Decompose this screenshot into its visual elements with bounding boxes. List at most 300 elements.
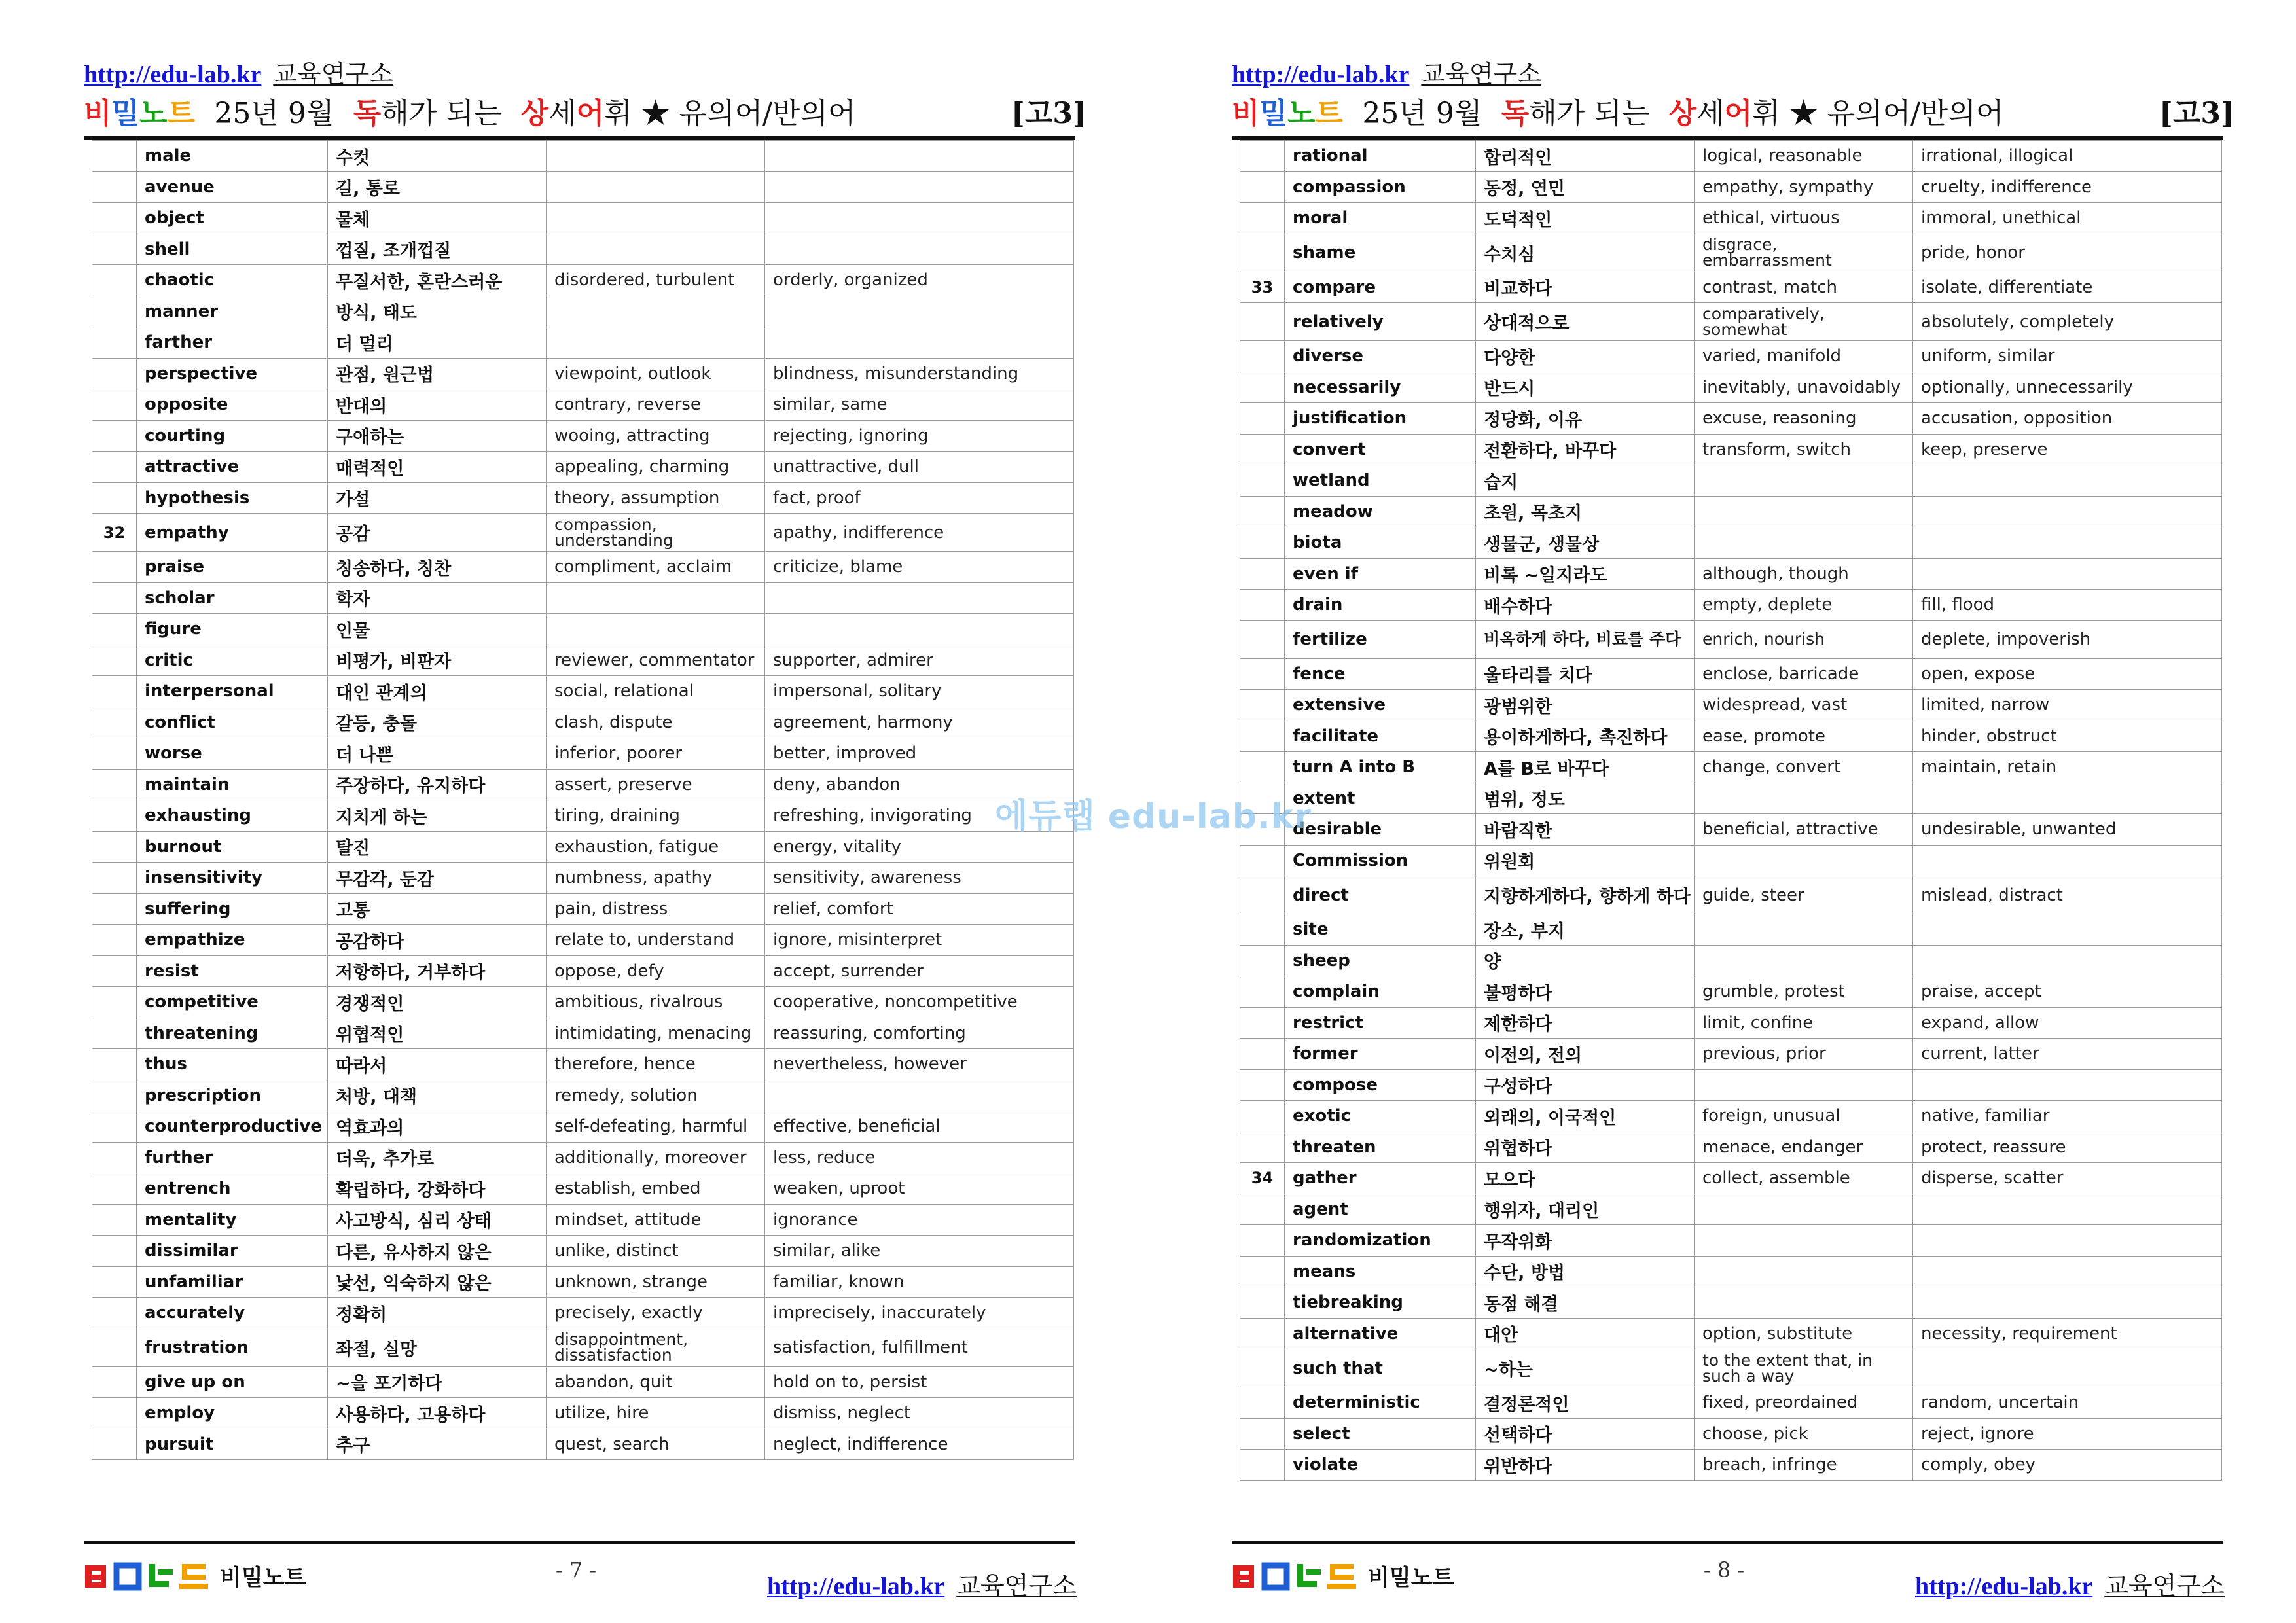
korean-meaning: 불평하다: [1476, 976, 1695, 1008]
antonyms-cell: [1913, 1225, 2222, 1257]
english-word: insensitivity: [137, 863, 328, 894]
english-word: thus: [137, 1049, 328, 1080]
synonyms-cell: disgrace, embarrassment: [1695, 234, 1913, 272]
korean-meaning: ~하는: [1476, 1349, 1695, 1387]
row-number: [92, 296, 137, 327]
antonyms-cell: cooperative, noncompetitive: [765, 987, 1074, 1018]
synonyms-cell: [547, 141, 765, 172]
header-grade: [고3]: [1011, 97, 1086, 130]
table-row: [92, 676, 1074, 707]
row-number: [92, 738, 137, 770]
antonyms-cell: reject, ignore: [1913, 1418, 2222, 1450]
table-row: [92, 552, 1074, 583]
table-row: [1240, 721, 2222, 752]
english-word: relatively: [1285, 303, 1476, 341]
english-word: gather: [1285, 1163, 1476, 1194]
antonyms-cell: ignore, misinterpret: [765, 925, 1074, 956]
table-row: [92, 1111, 1074, 1143]
table-row: [1240, 752, 2222, 783]
header-url-line: [84, 58, 393, 90]
korean-meaning: 칭송하다, 칭찬: [328, 552, 547, 583]
synonyms-cell: tiring, draining: [547, 800, 765, 832]
english-word: extensive: [1285, 690, 1476, 721]
row-number: [1240, 1418, 1285, 1450]
row-number: [92, 358, 137, 389]
title-red-3: 어: [576, 97, 605, 130]
row-number: [92, 552, 137, 583]
antonyms-cell: limited, narrow: [1913, 690, 2222, 721]
korean-meaning: 더 멀리: [328, 327, 547, 359]
row-number: [1240, 1007, 1285, 1039]
korean-meaning: 정당화, 이유: [1476, 403, 1695, 435]
antonyms-cell: mislead, distract: [1913, 876, 2222, 914]
english-word: necessarily: [1285, 372, 1476, 403]
english-word: exotic: [1285, 1101, 1476, 1132]
korean-meaning: 이전의, 전의: [1476, 1039, 1695, 1070]
synonyms-cell: varied, manifold: [1695, 341, 1913, 372]
synonyms-cell: [1695, 914, 1913, 946]
table-row: [92, 1266, 1074, 1298]
antonyms-cell: neglect, indifference: [765, 1429, 1074, 1460]
antonyms-cell: sensitivity, awareness: [765, 863, 1074, 894]
row-number: [1240, 914, 1285, 946]
synonyms-cell: [1695, 1069, 1913, 1101]
antonyms-cell: irrational, illogical: [1913, 141, 2222, 172]
table-row: [92, 800, 1074, 832]
synonyms-cell: [1695, 845, 1913, 876]
row-number: [92, 171, 137, 203]
english-word: fence: [1285, 658, 1476, 690]
korean-meaning: 경쟁적인: [328, 987, 547, 1018]
english-word: threaten: [1285, 1132, 1476, 1163]
english-word: shame: [1285, 234, 1476, 272]
table-row: [92, 1018, 1074, 1049]
korean-meaning: 양: [1476, 945, 1695, 976]
row-number: [1240, 171, 1285, 203]
row-number: [1240, 1225, 1285, 1257]
table-row: [1240, 1039, 2222, 1070]
synonyms-cell: [547, 327, 765, 359]
row-number: [1240, 434, 1285, 465]
english-word: convert: [1285, 434, 1476, 465]
table-row: [1240, 171, 2222, 203]
footer-url-line: [1915, 1565, 2225, 1598]
korean-meaning: 대안: [1476, 1318, 1695, 1349]
title-red-2: 상: [520, 97, 549, 130]
korean-meaning: 지치게 하는: [328, 800, 547, 832]
antonyms-cell: agreement, harmony: [765, 707, 1074, 738]
english-word: diverse: [1285, 341, 1476, 372]
synonyms-cell: clash, dispute: [547, 707, 765, 738]
english-word: avenue: [137, 171, 328, 203]
table-row: [1240, 1163, 2222, 1194]
english-word: direct: [1285, 876, 1476, 914]
english-word: select: [1285, 1418, 1476, 1450]
row-number: [92, 1142, 137, 1173]
synonyms-cell: empty, deplete: [1695, 590, 1913, 621]
title-part-3: 세: [1696, 97, 1725, 130]
synonyms-cell: contrast, match: [1695, 272, 1913, 303]
table-row: [1240, 814, 2222, 846]
table-row: [92, 1429, 1074, 1460]
row-number: [92, 676, 137, 707]
table-row: [92, 1236, 1074, 1267]
synonyms-cell: to the extent that, in such a way: [1695, 1349, 1913, 1387]
table-row: [92, 514, 1074, 552]
english-word: randomization: [1285, 1225, 1476, 1257]
english-word: resist: [137, 955, 328, 987]
row-number: [1240, 1132, 1285, 1163]
korean-meaning: 바람직한: [1476, 814, 1695, 846]
synonyms-cell: inevitably, unavoidably: [1695, 372, 1913, 403]
table-row: [92, 1142, 1074, 1173]
english-word: exhausting: [137, 800, 328, 832]
synonyms-cell: [1695, 1194, 1913, 1225]
table-row: [92, 987, 1074, 1018]
korean-meaning: 위반하다: [1476, 1450, 1695, 1481]
korean-meaning: 저항하다, 거부하다: [328, 955, 547, 987]
english-word: compassion: [1285, 171, 1476, 203]
korean-meaning: 매력적인: [328, 452, 547, 483]
table-row: [92, 955, 1074, 987]
korean-meaning: 선택하다: [1476, 1418, 1695, 1450]
header-org: 교육연구소: [1421, 60, 1541, 88]
row-number: [92, 831, 137, 863]
english-word: give up on: [137, 1366, 328, 1398]
row-number: [1240, 372, 1285, 403]
english-word: competitive: [137, 987, 328, 1018]
korean-meaning: 사고방식, 심리 상태: [328, 1204, 547, 1236]
table-row: [92, 482, 1074, 514]
row-number: [1240, 465, 1285, 497]
antonyms-cell: keep, preserve: [1913, 434, 2222, 465]
korean-meaning: 공감: [328, 514, 547, 552]
antonyms-cell: [1913, 1069, 2222, 1101]
synonyms-cell: reviewer, commentator: [547, 645, 765, 676]
korean-meaning: 수단, 방법: [1476, 1256, 1695, 1287]
bimilnote-logo: [1232, 1556, 1467, 1596]
antonyms-cell: isolate, differentiate: [1913, 272, 2222, 303]
table-row: [1240, 141, 2222, 172]
table-row: [92, 614, 1074, 645]
title-red-1: 독: [353, 97, 382, 130]
korean-meaning: 광범위한: [1476, 690, 1695, 721]
synonyms-cell: foreign, unusual: [1695, 1101, 1913, 1132]
korean-meaning: 좌절, 실망: [328, 1329, 547, 1366]
table-row: [92, 645, 1074, 676]
english-word: suffering: [137, 893, 328, 925]
english-word: unfamiliar: [137, 1266, 328, 1298]
antonyms-cell: [765, 141, 1074, 172]
synonyms-cell: additionally, moreover: [547, 1142, 765, 1173]
english-word: counterproductive: [137, 1111, 328, 1143]
synonyms-cell: assert, preserve: [547, 769, 765, 800]
antonyms-cell: impersonal, solitary: [765, 676, 1074, 707]
korean-meaning: 갈등, 충돌: [328, 707, 547, 738]
korean-meaning: 낯선, 익숙하지 않은: [328, 1266, 547, 1298]
table-row: [1240, 341, 2222, 372]
row-number: [1240, 690, 1285, 721]
brand-char-1: 비: [84, 97, 112, 130]
title-part-4: 휘 ★ 유의어/반의어: [604, 97, 856, 130]
synonyms-cell: [1695, 783, 1913, 814]
footer-url-link[interactable]: http://edu-lab.kr: [767, 1573, 945, 1600]
synonyms-cell: previous, prior: [1695, 1039, 1913, 1070]
antonyms-cell: [1913, 783, 2222, 814]
row-number: [1240, 845, 1285, 876]
table-row: [92, 358, 1074, 389]
title-part-1: 25년 9월: [214, 97, 334, 130]
synonyms-cell: breach, infringe: [1695, 1450, 1913, 1481]
antonyms-cell: refreshing, invigorating: [765, 800, 1074, 832]
korean-meaning: 동점 해결: [1476, 1287, 1695, 1319]
antonyms-cell: nevertheless, however: [765, 1049, 1074, 1080]
table-row: [1240, 590, 2222, 621]
header-url-link[interactable]: http://edu-lab.kr: [84, 61, 262, 88]
english-word: sheep: [1285, 945, 1476, 976]
row-number: [92, 1111, 137, 1143]
synonyms-cell: ambitious, rivalrous: [547, 987, 765, 1018]
antonyms-cell: [765, 614, 1074, 645]
synonyms-cell: viewpoint, outlook: [547, 358, 765, 389]
korean-meaning: 전환하다, 바꾸다: [1476, 434, 1695, 465]
synonyms-cell: menace, endanger: [1695, 1132, 1913, 1163]
synonyms-cell: excuse, reasoning: [1695, 403, 1913, 435]
synonyms-cell: exhaustion, fatigue: [547, 831, 765, 863]
synonyms-cell: [1695, 527, 1913, 559]
synonyms-cell: collect, assemble: [1695, 1163, 1913, 1194]
antonyms-cell: [765, 234, 1074, 265]
table-row: [92, 389, 1074, 421]
title-part-2: 해가 되는: [381, 97, 502, 130]
korean-meaning: 장소, 부지: [1476, 914, 1695, 946]
antonyms-cell: comply, obey: [1913, 1450, 2222, 1481]
row-number: [92, 1018, 137, 1049]
row-number: [1240, 590, 1285, 621]
table-row: [92, 327, 1074, 359]
synonyms-cell: grumble, protest: [1695, 976, 1913, 1008]
antonyms-cell: [1913, 1194, 2222, 1225]
antonyms-cell: accept, surrender: [765, 955, 1074, 987]
english-word: maintain: [137, 769, 328, 800]
row-number: 32: [92, 514, 137, 552]
antonyms-cell: [1913, 558, 2222, 590]
footer-divider: [1232, 1541, 2223, 1544]
antonyms-cell: [1913, 1349, 2222, 1387]
english-word: alternative: [1285, 1318, 1476, 1349]
english-word: prescription: [137, 1080, 328, 1111]
english-word: empathize: [137, 925, 328, 956]
antonyms-cell: supporter, admirer: [765, 645, 1074, 676]
english-word: burnout: [137, 831, 328, 863]
synonyms-cell: limit, confine: [1695, 1007, 1913, 1039]
english-word: turn A into B: [1285, 752, 1476, 783]
antonyms-cell: rejecting, ignoring: [765, 420, 1074, 452]
korean-meaning: 상대적으로: [1476, 303, 1695, 341]
antonyms-cell: maintain, retain: [1913, 752, 2222, 783]
synonyms-cell: unlike, distinct: [547, 1236, 765, 1267]
synonyms-cell: contrary, reverse: [547, 389, 765, 421]
table-row: [92, 1366, 1074, 1398]
english-word: drain: [1285, 590, 1476, 621]
synonyms-cell: widespread, vast: [1695, 690, 1913, 721]
table-row: [92, 296, 1074, 327]
synonyms-cell: unknown, strange: [547, 1266, 765, 1298]
korean-meaning: 위원회: [1476, 845, 1695, 876]
table-row: [92, 234, 1074, 265]
korean-meaning: 위협하다: [1476, 1132, 1695, 1163]
header-title: [84, 93, 855, 135]
row-number: [1240, 303, 1285, 341]
synonyms-cell: comparatively, somewhat: [1695, 303, 1913, 341]
table-row: [1240, 1007, 2222, 1039]
table-row: [1240, 845, 2222, 876]
table-row: [1240, 876, 2222, 914]
footer-org: 교육연구소: [956, 1571, 1077, 1600]
english-word: facilitate: [1285, 721, 1476, 752]
table-row: [1240, 558, 2222, 590]
row-number: [1240, 945, 1285, 976]
row-number: [92, 863, 137, 894]
footer-logo-text: 비밀노트: [220, 1565, 306, 1591]
row-number: [92, 1266, 137, 1298]
header-url-link[interactable]: http://edu-lab.kr: [1232, 61, 1410, 88]
korean-meaning: 울타리를 치다: [1476, 658, 1695, 690]
table-row: [92, 1173, 1074, 1205]
synonyms-cell: [1695, 945, 1913, 976]
table-row: [92, 863, 1074, 894]
row-number: [92, 987, 137, 1018]
row-number: [1240, 234, 1285, 272]
synonyms-cell: appealing, charming: [547, 452, 765, 483]
synonyms-cell: guide, steer: [1695, 876, 1913, 914]
korean-meaning: 반드시: [1476, 372, 1695, 403]
english-word: praise: [137, 552, 328, 583]
synonyms-cell: empathy, sympathy: [1695, 171, 1913, 203]
korean-meaning: 배수하다: [1476, 590, 1695, 621]
korean-meaning: 반대의: [328, 389, 547, 421]
antonyms-cell: undesirable, unwanted: [1913, 814, 2222, 846]
row-number: [1240, 752, 1285, 783]
korean-meaning: 방식, 태도: [328, 296, 547, 327]
table-row: [1240, 1225, 2222, 1257]
english-word: such that: [1285, 1349, 1476, 1387]
antonyms-cell: imprecisely, inaccurately: [765, 1298, 1074, 1329]
english-word: perspective: [137, 358, 328, 389]
synonyms-cell: utilize, hire: [547, 1398, 765, 1429]
row-number: [1240, 1349, 1285, 1387]
english-word: worse: [137, 738, 328, 770]
english-word: wetland: [1285, 465, 1476, 497]
english-word: further: [137, 1142, 328, 1173]
korean-meaning: 동정, 연민: [1476, 171, 1695, 203]
row-number: [92, 800, 137, 832]
korean-meaning: 다른, 유사하지 않은: [328, 1236, 547, 1267]
english-word: opposite: [137, 389, 328, 421]
row-number: [92, 769, 137, 800]
footer-url-link[interactable]: http://edu-lab.kr: [1915, 1573, 2093, 1600]
english-word: hypothesis: [137, 482, 328, 514]
row-number: [1240, 976, 1285, 1008]
table-row: [1240, 496, 2222, 527]
antonyms-cell: similar, alike: [765, 1236, 1074, 1267]
row-number: [1240, 721, 1285, 752]
antonyms-cell: ignorance: [765, 1204, 1074, 1236]
english-word: violate: [1285, 1450, 1476, 1481]
synonyms-cell: intimidating, menacing: [547, 1018, 765, 1049]
row-number: [92, 141, 137, 172]
synonyms-cell: [1695, 1225, 1913, 1257]
synonyms-cell: [547, 203, 765, 234]
brand-char-3: 노: [139, 97, 168, 130]
table-row: [1240, 1256, 2222, 1287]
korean-meaning: 외래의, 이국적인: [1476, 1101, 1695, 1132]
english-word: conflict: [137, 707, 328, 738]
row-number: [1240, 1387, 1285, 1419]
korean-meaning: 용이하게하다, 촉진하다: [1476, 721, 1695, 752]
korean-meaning: 제한하다: [1476, 1007, 1695, 1039]
brand-char-4: 트: [1315, 97, 1344, 130]
english-word: chaotic: [137, 265, 328, 296]
english-word: frustration: [137, 1329, 328, 1366]
antonyms-cell: native, familiar: [1913, 1101, 2222, 1132]
english-word: attractive: [137, 452, 328, 483]
antonyms-cell: reassuring, comforting: [765, 1018, 1074, 1049]
korean-meaning: ~을 포기하다: [328, 1366, 547, 1398]
korean-meaning: 확립하다, 강화하다: [328, 1173, 547, 1205]
page-number: - 8 -: [1703, 1558, 1745, 1582]
row-number: [1240, 1101, 1285, 1132]
english-word: dissimilar: [137, 1236, 328, 1267]
korean-meaning: 비평가, 비판자: [328, 645, 547, 676]
table-row: [1240, 303, 2222, 341]
antonyms-cell: [765, 296, 1074, 327]
korean-meaning: 무작위화: [1476, 1225, 1695, 1257]
row-number: [92, 955, 137, 987]
synonyms-cell: option, substitute: [1695, 1318, 1913, 1349]
footer-logo-text: 비밀노트: [1368, 1565, 1454, 1591]
antonyms-cell: blindness, misunderstanding: [765, 358, 1074, 389]
korean-meaning: 길, 통로: [328, 171, 547, 203]
english-word: rational: [1285, 141, 1476, 172]
table-row: [1240, 372, 2222, 403]
antonyms-cell: similar, same: [765, 389, 1074, 421]
synonyms-cell: choose, pick: [1695, 1418, 1913, 1450]
row-number: [92, 1329, 137, 1366]
synonyms-cell: compliment, acclaim: [547, 552, 765, 583]
table-row: [92, 265, 1074, 296]
title-part-4: 휘 ★ 유의어/반의어: [1752, 97, 2004, 130]
table-row: [92, 831, 1074, 863]
watermark: 에듀랩 edu-lab.kr: [995, 797, 1312, 836]
korean-meaning: 위협적인: [328, 1018, 547, 1049]
korean-meaning: 물체: [328, 203, 547, 234]
header-title: [1232, 93, 2003, 135]
row-number: [92, 234, 137, 265]
table-row: [92, 769, 1074, 800]
table-row: [92, 1080, 1074, 1111]
antonyms-cell: accusation, opposition: [1913, 403, 2222, 435]
row-number: [1240, 527, 1285, 559]
row-number: [92, 1366, 137, 1398]
english-word: deterministic: [1285, 1387, 1476, 1419]
table-row: [92, 893, 1074, 925]
row-number: [1240, 496, 1285, 527]
synonyms-cell: therefore, hence: [547, 1049, 765, 1080]
page-right: [1148, 0, 2296, 1623]
antonyms-cell: relief, comfort: [765, 893, 1074, 925]
antonyms-cell: fact, proof: [765, 482, 1074, 514]
